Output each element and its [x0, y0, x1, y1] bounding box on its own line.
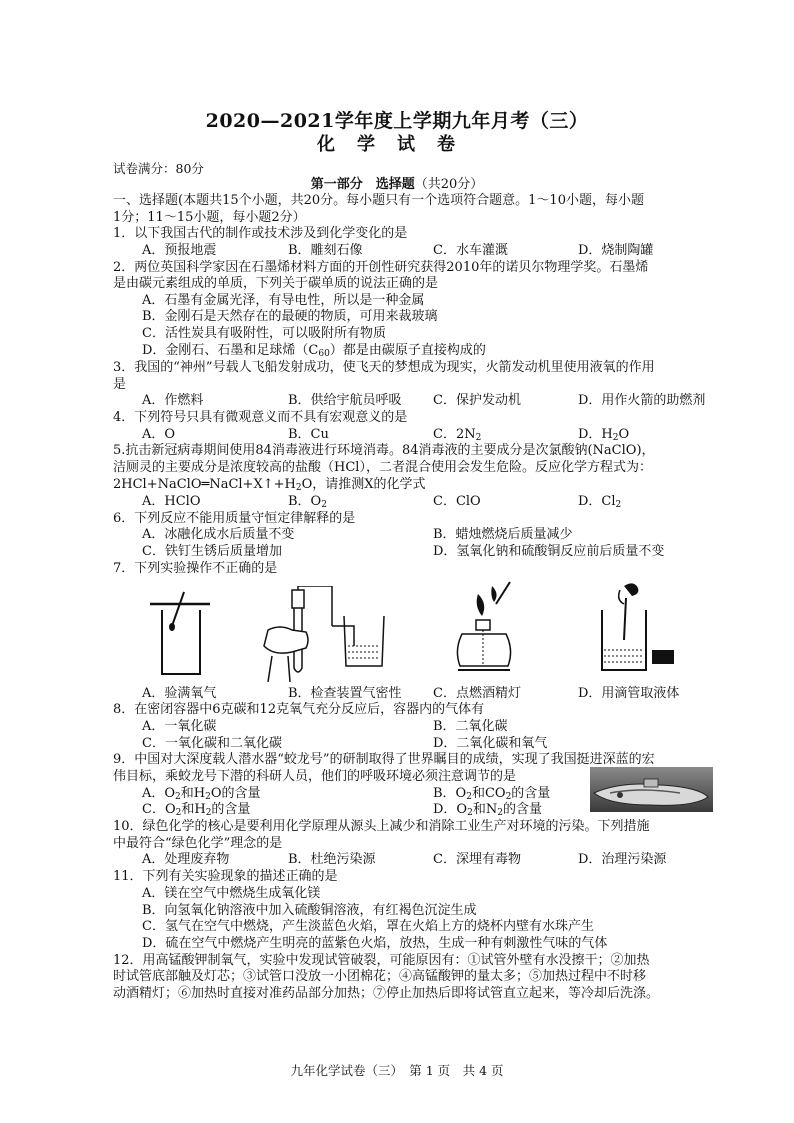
submersible-photo	[590, 767, 713, 812]
q11-option-a: A．镁在空气中燃烧生成氧化镁	[142, 886, 321, 901]
instructions-line-1: 一、选择题(本题共15个小题，共20分。每小题只有一个选项符合题意。1～10小题，每小题	[113, 193, 644, 208]
q5-option-d-pre: D．Cl	[578, 494, 616, 509]
q6-option-a: A．冰融化成水后质量不变	[142, 527, 295, 542]
q9-b-sub2: 2	[505, 792, 512, 802]
q1-option-b: B．雕刻石像	[288, 243, 363, 258]
q5-equation-pre: 2HCl+NaClO═NaCl+X↑+H	[113, 477, 296, 492]
figure-airtightness-check	[262, 586, 392, 682]
q9-a-sub2: 2	[205, 792, 211, 802]
q9-c-mid: 和H	[181, 802, 206, 817]
q6-option-d: D．氢氧化钠和硫酸铜反应前后质量不变	[433, 544, 665, 559]
q4-option-c-pre: C．2N	[433, 427, 476, 442]
q5-option-a: A．HClO	[142, 494, 201, 509]
figure-alcohol-lamp	[448, 580, 528, 676]
q9-d-sub1: 2	[467, 808, 473, 818]
q2-option-a: A．石墨有金属光泽，有导电性，所以是一种金属	[142, 293, 425, 308]
q7-option-a: A．验满氧气	[142, 686, 217, 701]
q4-stem: 4．下列符号只具有微观意义而不具有宏观意义的是	[113, 410, 408, 425]
q11-option-b: B．向氢氧化钠溶液中加入硫酸铜溶液，有红褐色沉淀生成	[142, 903, 477, 918]
q5-stem-line-1: 5.抗击新冠病毒期间使用84消毒液进行环境消毒。84消毒液的主要成分是次氯酸钠(NaClO)，	[113, 443, 655, 458]
q11-option-d: D．硫在空气中燃烧产生明亮的蓝紫色火焰，放热，生成一种有刺激性气味的气体	[142, 936, 608, 951]
section-heading	[0, 177, 794, 193]
q7-stem: 7．下列实验操作不正确的是	[113, 561, 278, 576]
q8-stem: 8．在密闭容器中6克碳和12克氧气充分反应后，容器内的气体有	[113, 702, 485, 717]
q11-stem: 11．下列有关实验现象的描述正确的是	[113, 869, 338, 884]
q1-stem: 1．以下我国古代的制作或技术涉及到化学变化的是	[113, 226, 408, 241]
q4-option-b: B．Cu	[288, 427, 329, 442]
q10-stem-line-2: 中最符合“绿色化学”理念的是	[113, 836, 283, 851]
q9-c-post: 的含量	[211, 802, 251, 817]
q4-option-c	[433, 427, 481, 443]
q3-option-d: D．用作火箭的助燃剂	[578, 393, 706, 408]
q5-option-b	[288, 494, 327, 510]
instructions-line-2: 1分；11～15小题，每小题2分）	[113, 210, 306, 225]
q8-option-a: A．一氧化碳	[142, 719, 217, 734]
q9-b-pre: B．O	[433, 786, 467, 801]
q1-option-c: C．水车灌溉	[433, 243, 508, 258]
q5-equation-post: O，请推测X的化学式	[301, 477, 426, 492]
q10-option-d: D．治理污染源	[578, 852, 667, 867]
q9-option-c	[142, 802, 250, 818]
q4-option-c-sub: 2	[475, 433, 482, 443]
q9-c-pre: C．O	[142, 802, 176, 817]
q4-option-d-post: O	[618, 427, 630, 442]
q4-option-d	[578, 427, 629, 443]
q9-a-post: O的含量	[210, 786, 261, 801]
figure-oxygen-test	[150, 590, 210, 680]
q9-option-a	[142, 786, 261, 802]
q5-option-d	[578, 494, 621, 510]
q6-option-b: B．蜡烛燃烧后质量减少	[433, 527, 573, 542]
q9-b-sub1: 2	[466, 792, 472, 802]
q2-option-d-pre: D．金刚石、石墨和足球烯（C	[142, 343, 319, 358]
q9-a-pre: A．O	[142, 786, 176, 801]
q3-stem-line-2: 是	[113, 377, 127, 392]
q12-stem-line-1: 12．用高锰酸钾制氧气，实验中发现试管破裂，可能原因有：①试管外壁有水没擦干；②加热	[113, 953, 650, 968]
q3-option-c: C．保护发动机	[433, 393, 521, 408]
q9-option-d	[433, 802, 542, 818]
q5-option-b-pre: B．O	[288, 494, 322, 509]
q9-a-sub1: 2	[175, 792, 181, 802]
q9-d-sub2: 2	[497, 808, 503, 818]
q4-option-d-pre: D．H	[578, 427, 613, 442]
q12-stem-line-3: 动酒精灯；⑥加热时直接对准药品部分加热；⑦停止加热后即将试管直立起来，等冷却后洗涤。	[113, 986, 660, 1001]
q12-stem-line-2: 时试管底部触及灯芯；③试管口没放一小团棉花；④高锰酸钾的量太多；⑤加热过程中不时移	[113, 969, 647, 984]
q1-option-a: A．预报地震	[142, 243, 217, 258]
q2-option-b: B．金刚石是天然存在的最硬的物质，可用来裁玻璃	[142, 309, 438, 324]
q5-equation-sub: 2	[295, 483, 302, 493]
q7-option-c: C．点燃酒精灯	[433, 686, 521, 701]
exam-title: 2020—2021学年度上学期九年月考（三）	[205, 110, 589, 132]
q2-stem-line-2: 是由碳元素组成的单质，下列关于碳单质的说法正确的是	[113, 276, 439, 291]
q5-option-c: C．ClO	[433, 494, 481, 509]
q10-stem-line-1: 10．绿色化学的核心是要利用化学原理从源头上减少和消除工业生产对环境的污染。下列措施	[113, 819, 650, 834]
q9-d-post: 的含量	[502, 802, 542, 817]
q5-equation-line	[113, 477, 425, 493]
total-score: 试卷满分：80分	[113, 161, 204, 176]
q3-stem-line-1: 3．我国的“神州”号载人飞船发射成功，使飞天的梦想成为现实，火箭发动机里使用液氧的作用	[113, 360, 655, 375]
q9-c-sub2: 2	[205, 808, 212, 818]
q2-option-c: C．活性炭具有吸附性，可以吸附所有物质	[142, 326, 386, 341]
q8-option-c: C．一氧化碳和二氧化碳	[142, 736, 282, 751]
q9-stem-line-2: 伟目标，乘蛟龙号下潜的科研人员，他们的呼吸环境必须注意调节的是	[113, 769, 517, 784]
q10-option-b: B．杜绝污染源	[288, 852, 376, 867]
section-title: 第一部分 选择题	[310, 177, 415, 192]
figure-dropper	[590, 580, 690, 676]
q8-option-b: B．二氧化碳	[433, 719, 508, 734]
q9-option-b	[433, 786, 550, 802]
q10-option-c: C．深埋有毒物	[433, 852, 521, 867]
q5-stem-line-2: 洁厕灵的主要成分是浓度较高的盐酸（HCl），二者混合使用会发生危险。反应化学方程式为：	[113, 460, 652, 475]
q9-b-mid: 和CO	[471, 786, 506, 801]
q9-b-post: 的含量	[511, 786, 551, 801]
q2-stem-line-1: 2．两位英国科学家因在石墨烯材料方面的开创性研究获得2010年的诺贝尔物理学奖。石墨烯	[113, 260, 649, 275]
q9-stem-line-1: 9．中国对大深度载人潜水器“蛟龙号”的研制取得了世界瞩目的成绩，实现了我国挺进深蓝的宏	[113, 752, 655, 767]
q2-option-d-sub: 60	[318, 349, 330, 359]
q2-option-d	[142, 343, 486, 359]
exam-subtitle: 化学试卷	[317, 134, 477, 155]
q6-option-c: C．铁钉生锈后质量增加	[142, 544, 282, 559]
q6-stem: 6．下列反应不能用质量守恒定律解释的是	[113, 511, 356, 526]
q3-option-a: A．作燃料	[142, 393, 204, 408]
q1-option-d: D．烧制陶罐	[578, 243, 654, 258]
q7-option-b: B．检查装置气密性	[288, 686, 402, 701]
page-footer: 九年化学试卷（三） 第 1 页 共 4 页	[290, 1063, 504, 1078]
q9-d-mid: 和N	[472, 802, 498, 817]
q11-option-c: C．氢气在空气中燃烧，产生淡蓝色火焰，罩在火焰上方的烧杯内壁有水珠产生	[142, 919, 594, 934]
q8-option-d: D．二氧化碳和氧气	[433, 736, 548, 751]
q9-d-pre: D．O	[433, 802, 468, 817]
q7-option-d: D．用滴管取液体	[578, 686, 680, 701]
q4-option-a: A．O	[142, 427, 176, 442]
q5-option-b-sub: 2	[321, 500, 327, 510]
section-note: （共20分）	[414, 177, 484, 192]
q9-a-mid: 和H	[180, 786, 206, 801]
q10-option-a: A．处理废弃物	[142, 852, 230, 867]
q5-option-d-sub: 2	[615, 500, 622, 510]
q2-option-d-post: ）都是由碳原子直接构成的	[329, 343, 486, 358]
q3-option-b: B．供给宇航员呼吸	[288, 393, 402, 408]
q4-option-d-sub: 2	[612, 433, 619, 443]
q9-c-sub1: 2	[175, 808, 182, 818]
